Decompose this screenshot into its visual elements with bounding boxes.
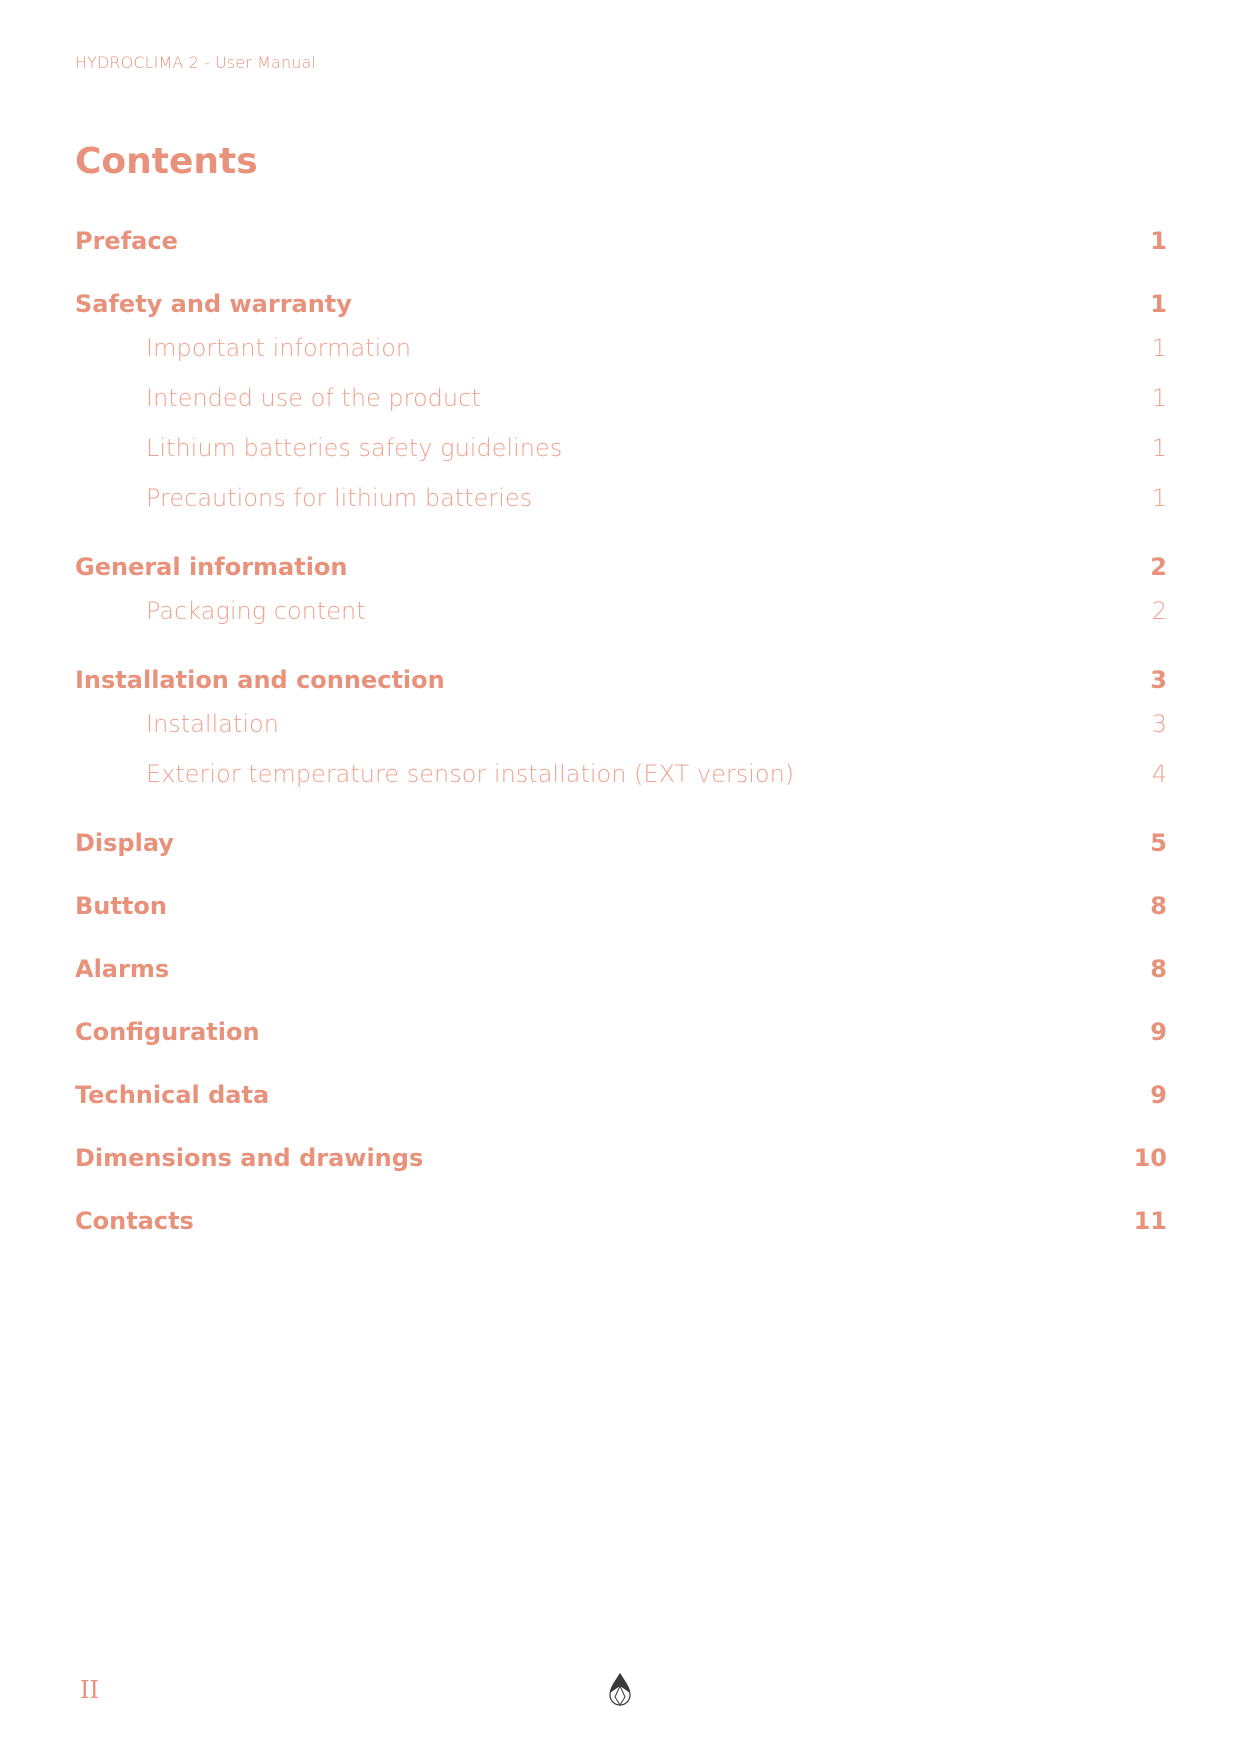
- toc-entry[interactable]: [75, 1202, 1167, 1240]
- toc-entry[interactable]: [75, 1013, 1167, 1051]
- toc-entry[interactable]: [75, 1076, 1167, 1114]
- toc-entry-title: Display: [75, 829, 174, 857]
- toc-entry-page: 8: [1150, 955, 1167, 983]
- toc-entry-page: 10: [1133, 1144, 1167, 1172]
- toc-entry[interactable]: [75, 222, 1167, 260]
- toc-section: [75, 887, 1167, 925]
- toc-subentry-page: 1: [1151, 434, 1167, 462]
- toc-entry-title: Alarms: [75, 955, 170, 983]
- toc-entry-page: 1: [1150, 290, 1167, 318]
- toc-entry-title: Contacts: [75, 1207, 194, 1235]
- toc-section: [75, 824, 1167, 862]
- toc-subentry[interactable]: [75, 373, 1167, 423]
- toc-entry-page: 9: [1150, 1081, 1167, 1109]
- toc-section: [75, 1013, 1167, 1051]
- toc-subentry-page: 3: [1151, 710, 1167, 738]
- table-of-contents: [75, 222, 1167, 1240]
- toc-subentry[interactable]: [75, 586, 1167, 636]
- toc-subentry-page: 4: [1151, 760, 1167, 788]
- toc-section: [75, 1139, 1167, 1177]
- toc-entry-title: Configuration: [75, 1018, 260, 1046]
- toc-entry[interactable]: [75, 1139, 1167, 1177]
- toc-subentry-page: 1: [1151, 334, 1167, 362]
- toc-entry-page: 5: [1150, 829, 1167, 857]
- toc-entry[interactable]: [75, 285, 1167, 323]
- toc-entry-page: 3: [1150, 666, 1167, 694]
- toc-subentry-title: Exterior temperature sensor installation (EXT version): [146, 760, 795, 788]
- running-header: HYDROCLIMA 2 - User Manual: [75, 53, 316, 72]
- toc-entry-page: 1: [1150, 227, 1167, 255]
- toc-entry[interactable]: [75, 950, 1167, 988]
- toc-subentry-title: Lithium batteries safety guidelines: [146, 434, 563, 462]
- toc-subentry[interactable]: [75, 749, 1167, 799]
- toc-subentry-page: 2: [1151, 597, 1167, 625]
- toc-subentry-title: Installation: [146, 710, 279, 738]
- toc-section: [75, 661, 1167, 799]
- toc-subentry-page: 1: [1151, 384, 1167, 412]
- toc-subentry-title: Important information: [146, 334, 412, 362]
- toc-section: [75, 222, 1167, 260]
- toc-entry[interactable]: [75, 824, 1167, 862]
- toc-entry-page: 11: [1133, 1207, 1167, 1235]
- toc-entry-title: Safety and warranty: [75, 290, 352, 318]
- toc-entry-title: Dimensions and drawings: [75, 1144, 424, 1172]
- toc-section: [75, 950, 1167, 988]
- drop-logo-icon: [607, 1672, 633, 1708]
- toc-subentry[interactable]: [75, 323, 1167, 373]
- toc-entry[interactable]: [75, 548, 1167, 586]
- toc-section: [75, 1076, 1167, 1114]
- page-title: Contents: [75, 141, 258, 182]
- toc-subentry[interactable]: [75, 423, 1167, 473]
- toc-entry-page: 9: [1150, 1018, 1167, 1046]
- toc-entry-page: 8: [1150, 892, 1167, 920]
- toc-entry-title: Preface: [75, 227, 178, 255]
- page-number: II: [80, 1676, 99, 1704]
- toc-subentry[interactable]: [75, 473, 1167, 523]
- toc-subentry-title: Intended use of the product: [146, 384, 481, 412]
- toc-entry-page: 2: [1150, 553, 1167, 581]
- toc-section: [75, 1202, 1167, 1240]
- toc-entry-title: Installation and connection: [75, 666, 445, 694]
- toc-entry-title: Technical data: [75, 1081, 270, 1109]
- toc-section: [75, 285, 1167, 523]
- toc-entry[interactable]: [75, 887, 1167, 925]
- toc-subentry[interactable]: [75, 699, 1167, 749]
- toc-subentry-page: 1: [1151, 484, 1167, 512]
- toc-entry-title: Button: [75, 892, 167, 920]
- toc-entry[interactable]: [75, 661, 1167, 699]
- toc-subentry-title: Precautions for lithium batteries: [146, 484, 533, 512]
- toc-subentry-title: Packaging content: [146, 597, 366, 625]
- toc-section: [75, 548, 1167, 636]
- toc-entry-title: General information: [75, 553, 348, 581]
